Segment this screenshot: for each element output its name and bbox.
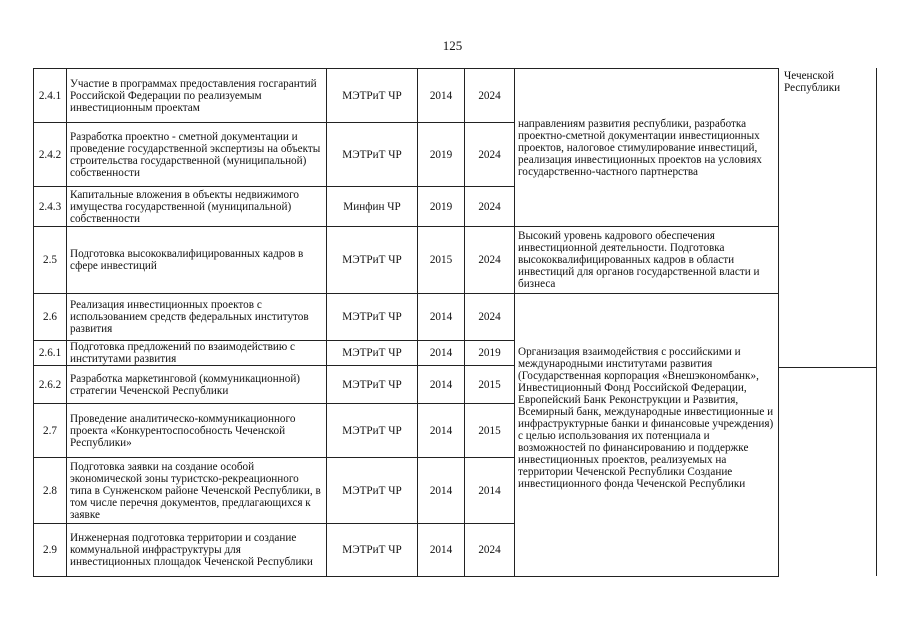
executor: МЭТРиТ ЧР — [327, 524, 418, 577]
row-number: 2.6.1 — [34, 341, 67, 366]
activity-name: Реализация инвестиционных проектов с использованием средств федеральных институтов развития — [67, 294, 327, 341]
table-row — [34, 227, 779, 294]
end-year: 2024 — [465, 294, 515, 341]
activity-name: Капитальные вложения в объекты недвижимого имущества государственной (муниципальной) собственности — [67, 187, 327, 227]
executor: МЭТРиТ ЧР — [327, 123, 418, 187]
activity-name: Участие в программах предоставления госгарантий Российской Федерации по реализуемым инвестиционным проектам — [67, 69, 327, 123]
executor: МЭТРиТ ЧР — [327, 227, 418, 294]
row-number: 2.5 — [34, 227, 67, 294]
executor: МЭТРиТ ЧР — [327, 404, 418, 458]
start-year: 2014 — [418, 404, 465, 458]
start-year: 2014 — [418, 524, 465, 577]
activity-name: Подготовка заявки на создание особой экономической зоны туристско-рекреационного типа в Сунженском районе Чеченской Республики, в том числе перечня документов, предлагающихся к заявке — [67, 458, 327, 524]
responsible-text: Чеченской Республики — [784, 70, 841, 94]
expected-result — [515, 227, 779, 294]
start-year: 2014 — [418, 341, 465, 366]
activity-name: Проведение аналитическо-коммуникационного проекта «Конкурентоспособность Чеченской Республики» — [67, 404, 327, 458]
end-year: 2014 — [465, 458, 515, 524]
table-row — [34, 524, 779, 577]
executor: Минфин ЧР — [327, 187, 418, 227]
expected-result-empty — [515, 524, 779, 577]
row-number: 2.4.2 — [34, 123, 67, 187]
end-year: 2024 — [465, 187, 515, 227]
row-number: 2.8 — [34, 458, 67, 524]
right-column-divider — [778, 367, 877, 368]
end-year: 2024 — [465, 69, 515, 123]
executor: МЭТРиТ ЧР — [327, 294, 418, 341]
start-year: 2014 — [418, 69, 465, 123]
expected-result — [515, 294, 779, 524]
start-year: 2019 — [418, 187, 465, 227]
end-year: 2024 — [465, 524, 515, 577]
row-number: 2.4.1 — [34, 69, 67, 123]
responsible-cell — [778, 68, 876, 368]
activity-name: Инженерная подготовка территории и создание коммунальной инфраструктуры для инвестиционных площадок Чеченской Республики — [67, 524, 327, 577]
row-number: 2.7 — [34, 404, 67, 458]
end-year: 2015 — [465, 366, 515, 404]
end-year: 2024 — [465, 123, 515, 187]
executor: МЭТРиТ ЧР — [327, 366, 418, 404]
start-year: 2014 — [418, 294, 465, 341]
executor: МЭТРиТ ЧР — [327, 341, 418, 366]
table-row — [34, 294, 779, 341]
right-column-border — [876, 68, 877, 576]
start-year: 2014 — [418, 458, 465, 524]
start-year: 2019 — [418, 123, 465, 187]
end-year: 2015 — [465, 404, 515, 458]
executor: МЭТРиТ ЧР — [327, 458, 418, 524]
row-number: 2.6.2 — [34, 366, 67, 404]
expected-result — [515, 69, 779, 227]
row-number: 2.6 — [34, 294, 67, 341]
row-number: 2.9 — [34, 524, 67, 577]
activity-name: Подготовка предложений по взаимодействию с институтами развития — [67, 341, 327, 366]
program-activities-table — [33, 68, 779, 577]
end-year: 2024 — [465, 227, 515, 294]
row-number: 2.4.3 — [34, 187, 67, 227]
activity-name: Разработка проектно - сметной документации и проведение государственной экспертизы на объекты строительства государственной (муниципальной) собственности — [67, 123, 327, 187]
expected-result-text: Высокий уровень кадрового обеспечения инвестиционной деятельности. Подготовка высококвалифицированных кадров в области инвестиций для органов государственной власти и бизнеса — [518, 230, 760, 290]
expected-result-text: направлениям развития республики, разработка проектно-сметной документации инвестиционных проектов, налоговое стимулирование инвестиций, реализация инвестиционных проектов на условиях государственно-частного партнерства — [518, 117, 762, 178]
expected-result-text: Организация взаимодействия с российскими и международными институтами развития (Государственная корпорация «Внешэкономбанк», Инвестиционный Фонд Российской Федерации, Европейский Банк Реконструкции и Развития, Всемирный банк, международные инвестиционные и инфраструктурные банки и финансовые учреждения) с целью использования их потенциала и возможностей по финансированию и поддержке инвестиционных проектов, реализуемых на территории Чеченской Республики Создание инвестиционного фонда Чеченской Республики — [518, 345, 774, 490]
executor: МЭТРиТ ЧР — [327, 69, 418, 123]
start-year: 2014 — [418, 366, 465, 404]
start-year: 2015 — [418, 227, 465, 294]
activity-name: Подготовка высококвалифицированных кадров в сфере инвестиций — [67, 227, 327, 294]
table-row — [34, 69, 779, 123]
end-year: 2019 — [465, 341, 515, 366]
activity-name: Разработка маркетинговой (коммуникационной) стратегии Чеченской Республики — [67, 366, 327, 404]
page-number: 125 — [442, 38, 463, 53]
